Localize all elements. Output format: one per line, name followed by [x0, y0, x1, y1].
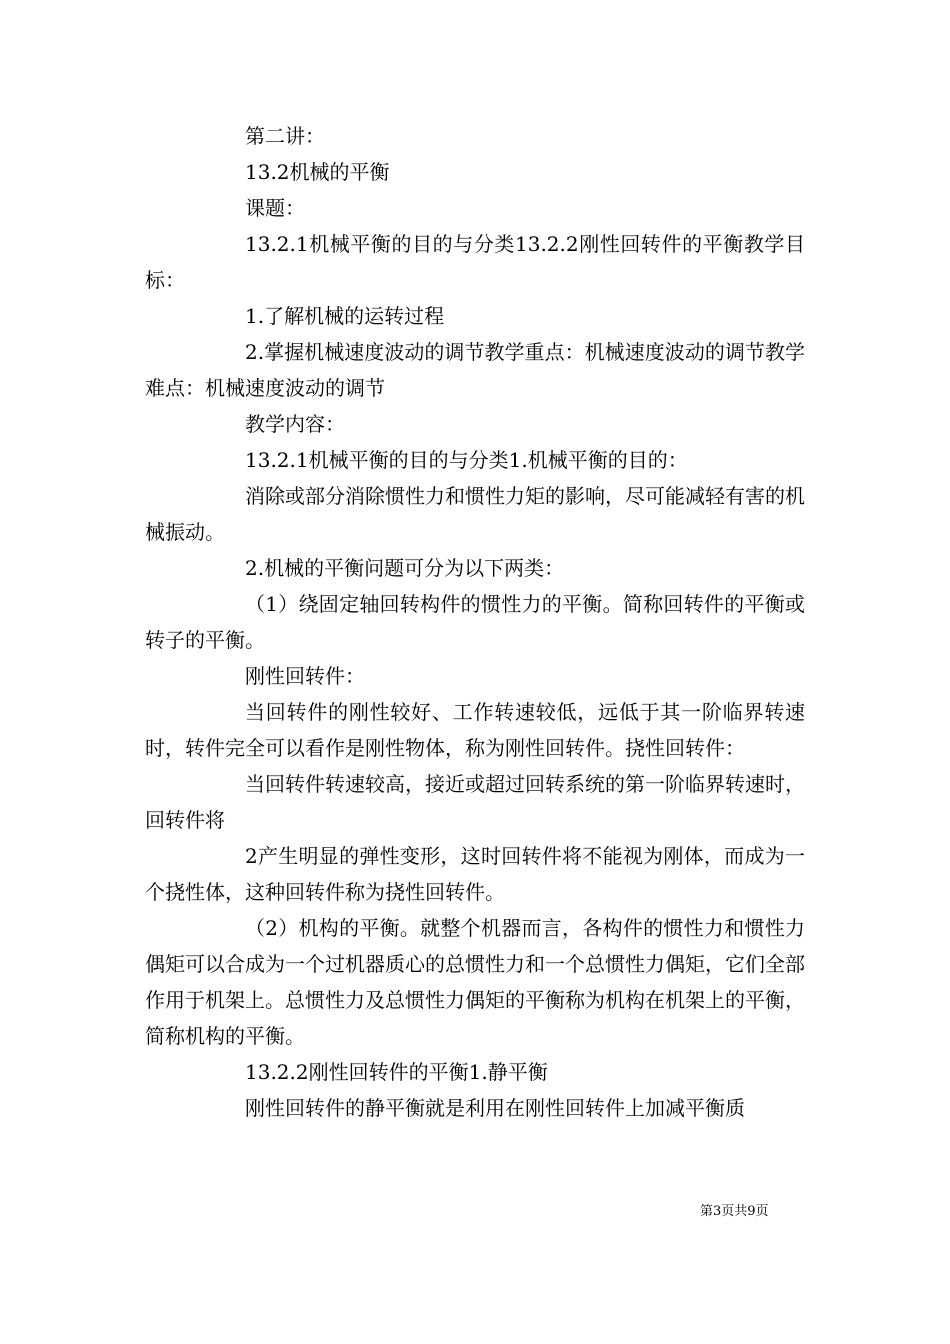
paragraph-purpose-heading: 13.2.1机械平衡的目的与分类1.机械平衡的目的：: [245, 448, 688, 472]
paragraph-rigid-label: 刚性回转件：: [245, 664, 365, 688]
paragraph-lecture: 第二讲：: [245, 124, 325, 148]
paragraph-flexible-definition: 当回转件转速较高，接近或超过回转系统的第一阶临界转速时，回转件将: [145, 772, 805, 832]
paragraph-static-heading: 13.2.2刚性回转件的平衡1.静平衡: [245, 1060, 548, 1084]
paragraph-categories: 2.机械的平衡问题可分为以下两类：: [245, 556, 565, 580]
page-number: 第3页共9页: [700, 1204, 769, 1219]
paragraph-purpose: 消除或部分消除惯性力和惯性力矩的影响，尽可能减轻有害的机械振动。: [145, 484, 805, 544]
paragraph-category-1: （1）绕固定轴回转构件的惯性力的平衡。简称回转件的平衡或转子的平衡。: [145, 592, 805, 652]
document-body: [145, 118, 805, 1126]
paragraph-category-2: （2）机构的平衡。就整个机器而言，各构件的惯性力和惯性力偶矩可以合成为一个过机器质心的总惯性力和一个总惯性力偶矩，它们全部作用于机架上。总惯性力及总惯性力偶矩的平衡称为机构在机架上的平衡，简称机构的平衡。: [145, 916, 805, 1048]
paragraph-flexible-continued: 2产生明显的弹性变形，这时回转件将不能视为刚体，而成为一个挠性体，这种回转件称为挠性回转件。: [145, 844, 805, 904]
paragraph-topic-label: 课题：: [245, 196, 305, 220]
paragraph-section-title: 13.2机械的平衡: [245, 160, 390, 184]
paragraph-objective-1: 1.了解机械的运转过程: [245, 304, 445, 328]
paragraph-objective-2: 2.掌握机械速度波动的调节教学重点：机械速度波动的调节教学难点：机械速度波动的调节: [145, 340, 805, 400]
paragraph-topic: 13.2.1机械平衡的目的与分类13.2.2刚性回转件的平衡教学目标：: [145, 232, 805, 292]
paragraph-content-label: 教学内容：: [245, 412, 345, 436]
paragraph-static-balance: 刚性回转件的静平衡就是利用在刚性回转件上加减平衡质: [245, 1096, 745, 1120]
paragraph-rigid-definition: 当回转件的刚性较好、工作转速较低，远低于其一阶临界转速时，转件完全可以看作是刚性物体，称为刚性回转件。挠性回转件：: [145, 700, 805, 760]
